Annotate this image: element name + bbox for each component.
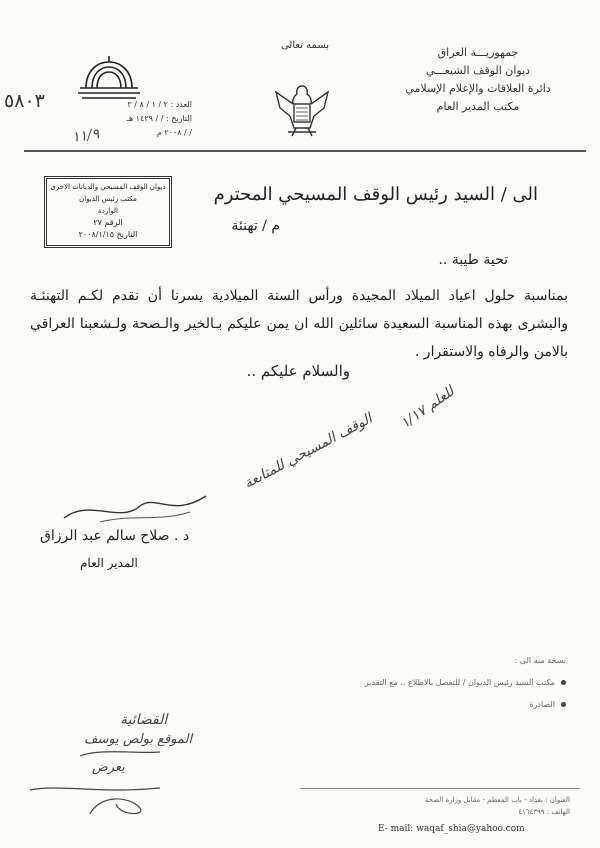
org-line-directorate: دائرة العلاقات والإعلام الإسلامي: [405, 82, 551, 95]
footer-email: E- mail: waqaf_shia@yahoo.com: [378, 824, 525, 834]
copies-list: [266, 650, 566, 716]
letter-body: بمناسبة حلول اعياد الميلاد المجيدة ورأس السنة الميلادية يسرنا أن نقدم لكـم التهنئـة والبشرى بهذه المناسبة السعيدة سائلين الله ان يمن عليكم بـالخير والـصحة ولـشعبنا العراقي بالامن والرفاه والاستقرار .: [30, 288, 568, 360]
stamp-line-3: الواردة: [98, 207, 118, 215]
footer-address: العنوان : بغداد - باب المعظم - مقابل وزارة الصحة: [424, 796, 570, 804]
copy-item-text: مكتب السيد رئيس الديوان / للتفضل بالاطلاع .. مع التقدير: [364, 678, 555, 687]
bismillah: بسمه تعالى: [280, 40, 330, 51]
org-line-diwan: ديوان الوقف الشيعـــي: [425, 64, 531, 77]
copies-heading: نسخة منه الى :: [514, 656, 566, 665]
incoming-stamp: [44, 176, 172, 248]
reference-number: العدد : ٢ / ١ / ٨ / ٢: [127, 100, 192, 109]
organization-header: [378, 44, 578, 116]
handwritten-note-bottom-3: يعرض: [92, 760, 125, 775]
reference-date-hijri: التاريخ : / / ١٤٢٩ هـ: [126, 114, 192, 123]
stamp-line-2: مكتب رئيس الديوان: [79, 195, 137, 203]
header-divider: [24, 150, 586, 152]
org-line-office: مكتب المدير العام: [436, 100, 520, 113]
letter-addressee: الى / السيد رئيس الوقف المسيحي المحترم: [213, 184, 538, 205]
bullet-icon: [561, 680, 566, 685]
handwritten-note-center: الوقف المسيحي للمتابعة: [241, 410, 375, 492]
handwritten-note-bottom-2: الموقع بولص يوسف: [84, 732, 193, 747]
org-line-country: جمهوريـــة العراق: [437, 46, 519, 59]
handwritten-scribble-icon: [20, 744, 170, 818]
stamp-line-1: ديوان الوقف المسيحي والديانات الاخرى: [50, 183, 166, 191]
handwritten-note-bottom-1: القضائية: [120, 712, 168, 728]
copy-item-text: الصادرة: [529, 700, 555, 709]
footer-phone: الهاتف : ٤١٦٤٣٩٩: [518, 808, 570, 816]
eagle-emblem-icon: [270, 78, 334, 140]
reference-date-gregorian: / / ٢٠٠٨ م: [156, 128, 192, 137]
dome-logo-icon: [76, 54, 142, 102]
handwritten-date: ١١/٩: [71, 126, 101, 146]
handwritten-note-right: للعلم ١/١٧: [397, 383, 458, 432]
bullet-icon: [561, 702, 566, 707]
signature-scribble-icon: [60, 488, 210, 528]
copy-item: [266, 672, 566, 694]
stamp-date: التاريخ ٢٠٠٨/١/١٥: [78, 230, 138, 239]
copy-item: [266, 694, 566, 716]
letter-greeting: تحية طيبة ..: [438, 252, 508, 268]
stamp-number: الرقم ٢٧: [93, 218, 123, 227]
letter-closing: والسلام عليكم ..: [246, 362, 350, 380]
signatory-name: د . صلاح سالم عبد الرزاق: [40, 528, 190, 544]
letter-subject: م / تهنئة: [231, 218, 280, 234]
signatory-title: المدير العام: [80, 556, 138, 570]
footer-contact: [370, 778, 570, 818]
handwritten-reference: ٥٨٠٣: [4, 90, 45, 112]
